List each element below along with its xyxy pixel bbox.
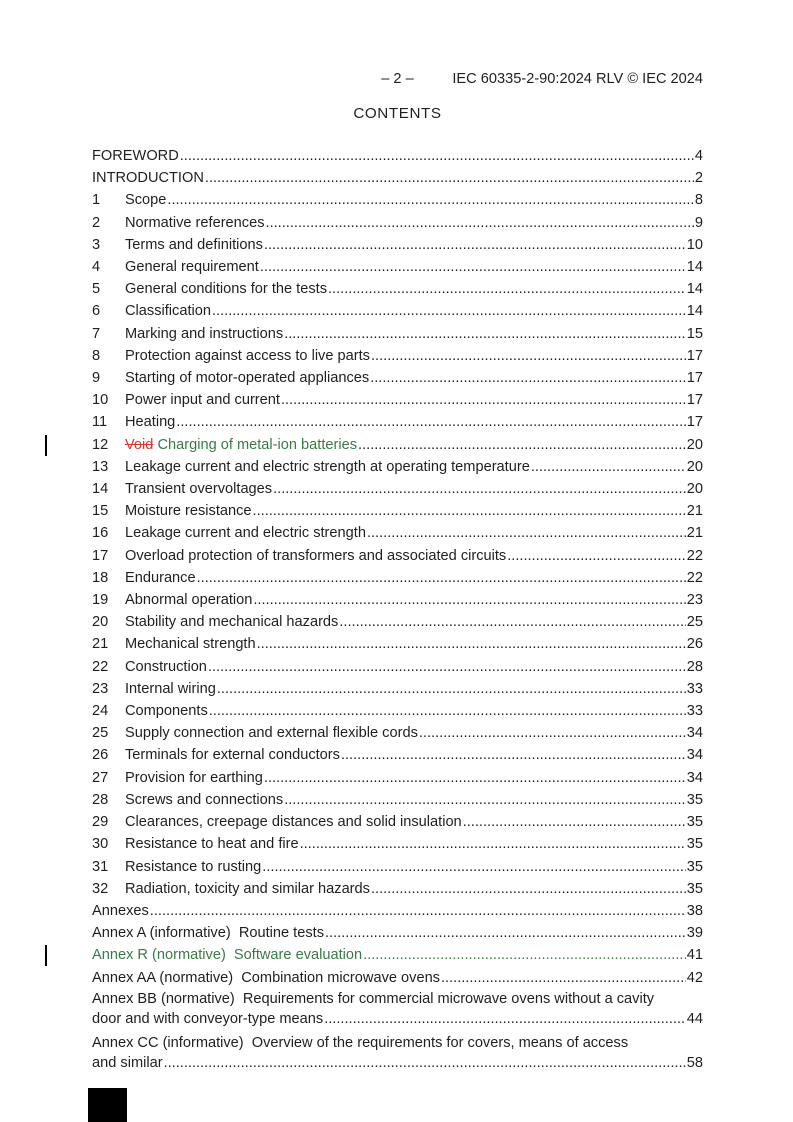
contents-title: CONTENTS (353, 105, 442, 122)
dot-leader (441, 967, 686, 989)
dot-leader (180, 145, 694, 167)
entry-page-number: 33 (686, 680, 703, 697)
dot-leader (370, 367, 686, 389)
entry-page-number: 34 (686, 769, 703, 786)
entry-page-number: 15 (686, 325, 703, 342)
dot-leader (212, 300, 686, 322)
toc-entry (92, 411, 703, 433)
toc-entry-line1: Annex BB (normative) Requirements for commercial microwave ovens without a cavity (92, 990, 655, 1007)
entry-label: Radiation, toxicity and similar hazards (125, 880, 370, 897)
entry-page-number: 42 (686, 969, 703, 986)
toc-entry (92, 789, 703, 811)
entry-label: Mechanical strength (125, 636, 256, 653)
entry-label: and similar (92, 1055, 163, 1072)
toc-entry (92, 456, 703, 478)
toc-entry (92, 589, 703, 611)
toc-entry (92, 212, 703, 234)
toc-entry (92, 323, 703, 345)
dot-leader (262, 856, 685, 878)
entry-number: 30 (92, 836, 109, 853)
dot-leader (363, 944, 686, 966)
page-header (92, 71, 703, 87)
entry-number: 26 (92, 747, 109, 764)
toc-entry (92, 656, 703, 678)
entry-number: 20 (92, 614, 109, 631)
entry-number: 31 (92, 858, 109, 875)
entry-number: 7 (92, 325, 101, 342)
entry-label: Terminals for external conductors (125, 747, 340, 764)
toc-entry-line2 (92, 1009, 703, 1030)
dot-leader (463, 811, 686, 833)
entry-page-number: 21 (686, 525, 703, 542)
entry-label: Supply connection and external flexible cords (125, 725, 418, 742)
dot-leader (260, 256, 686, 278)
entry-number: 28 (92, 791, 109, 808)
dot-leader (341, 744, 686, 766)
entry-label: Normative references (125, 214, 265, 231)
entry-page-number: 35 (686, 791, 703, 808)
entry-label: Screws and connections (125, 791, 284, 808)
toc-entry (92, 345, 703, 367)
entry-page-number: 4 (694, 148, 703, 164)
entry-page-number: 17 (686, 347, 703, 364)
entry-label: Internal wiring (125, 680, 216, 697)
dot-leader (358, 434, 686, 456)
dot-leader (273, 478, 686, 500)
dot-leader (325, 922, 686, 944)
toc-entry-line1: Annex CC (informative) Overview of the requirements for covers, means of access (92, 1034, 629, 1051)
toc-entry (92, 944, 703, 966)
toc-entry (92, 967, 703, 989)
entry-label: door and with conveyor-type means (92, 1011, 324, 1028)
dot-leader (167, 189, 693, 211)
entry-number: 4 (92, 259, 101, 276)
entry-label: Starting of motor-operated appliances (125, 370, 370, 387)
change-bar (45, 435, 47, 456)
toc-entry-line2 (92, 1053, 703, 1074)
entry-label: Annex R (normative) Software evaluation (92, 947, 363, 964)
entry-label: Components (125, 703, 208, 720)
entry-page-number: 35 (686, 814, 703, 831)
entry-label: Leakage current and electric strength (125, 525, 366, 542)
entry-number: 6 (92, 303, 101, 320)
toc-entry (92, 633, 703, 655)
deleted-text: Void (125, 436, 154, 453)
toc-entry (92, 189, 703, 211)
dot-leader (284, 323, 686, 345)
entry-page-number: 39 (686, 925, 703, 942)
entry-number: 12 (92, 436, 109, 453)
dot-leader (150, 900, 686, 922)
toc (92, 145, 703, 1077)
entry-label: Endurance (125, 569, 196, 586)
entry-label: Clearances, creepage distances and solid insulation (125, 814, 462, 831)
entry-number: 8 (92, 347, 101, 364)
dot-leader (257, 633, 686, 655)
dot-leader (339, 611, 685, 633)
entry-page-number: 28 (686, 658, 703, 675)
entry-number: 19 (92, 592, 109, 609)
toc-entry (92, 678, 703, 700)
entry-number: 3 (92, 236, 101, 253)
toc-entry (92, 278, 703, 300)
entry-label: Provision for earthing (125, 769, 263, 786)
entry-page-number: 22 (686, 547, 703, 564)
entry-page-number: 2 (694, 170, 703, 187)
entry-page-number: 9 (694, 214, 703, 231)
entry-label: Heating (125, 414, 176, 431)
toc-entry (92, 478, 703, 500)
entry-number: 24 (92, 703, 109, 720)
toc-entry (92, 545, 703, 567)
toc-entry (92, 300, 703, 322)
entry-page-number: 26 (686, 636, 703, 653)
entry-number: 16 (92, 525, 109, 542)
entry-label: Annexes (92, 902, 149, 919)
entry-number: 25 (92, 725, 109, 742)
entry-page-number: 20 (686, 436, 703, 453)
entry-number: 1 (92, 192, 101, 209)
entry-number: 13 (92, 458, 109, 475)
dot-leader (367, 522, 686, 544)
dot-leader (208, 656, 686, 678)
dot-leader (507, 545, 686, 567)
entry-page-number: 41 (686, 947, 703, 964)
toc-entry (92, 856, 703, 878)
dot-leader (197, 567, 686, 589)
toc-entry (92, 522, 703, 544)
dot-leader (264, 767, 686, 789)
toc-entry (92, 744, 703, 766)
toc-entry (92, 833, 703, 855)
entry-label: General conditions for the tests (125, 281, 327, 298)
toc-entry (92, 878, 703, 900)
entry-page-number: 20 (686, 481, 703, 498)
entry-page-number: 10 (686, 236, 703, 253)
entry-page-number: 14 (686, 303, 703, 320)
entry-number: 18 (92, 569, 109, 586)
dot-leader (328, 278, 686, 300)
entry-label: Moisture resistance (125, 503, 252, 520)
entry-page-number: 21 (686, 503, 703, 520)
scan-artifact-mark (88, 1088, 127, 1122)
dot-leader (209, 700, 686, 722)
entry-page-number: 35 (686, 836, 703, 853)
entry-page-number: 17 (686, 392, 703, 409)
toc-entry (92, 989, 703, 1033)
toc-entry (92, 767, 703, 789)
dot-leader (300, 833, 686, 855)
entry-number: 9 (92, 370, 101, 387)
toc-entry (92, 900, 703, 922)
toc-entry (92, 700, 703, 722)
entry-number: 21 (92, 636, 109, 653)
entry-label: Terms and definitions (125, 236, 263, 253)
entry-label (125, 434, 357, 456)
dot-leader (164, 1053, 686, 1074)
toc-entry (92, 145, 703, 167)
dot-leader (531, 456, 686, 478)
toc-entry (92, 722, 703, 744)
entry-label: Power input and current (125, 392, 280, 409)
entry-label: General requirement (125, 259, 259, 276)
dot-leader (371, 345, 686, 367)
document-reference: IEC 60335-2-90:2024 RLV © IEC 2024 (452, 71, 703, 87)
toc-entry (92, 367, 703, 389)
dot-leader (205, 167, 694, 189)
entry-label: INTRODUCTION (92, 170, 204, 187)
toc-entry (92, 1033, 703, 1077)
entry-number: 22 (92, 658, 109, 675)
inserted-text: Charging of metal-ion batteries (157, 436, 358, 453)
page-number-marker: – 2 – (381, 71, 414, 87)
entry-page-number: 38 (686, 902, 703, 919)
entry-page-number: 25 (686, 614, 703, 631)
entry-page-number: 14 (686, 259, 703, 276)
entry-number: 32 (92, 880, 109, 897)
entry-number: 2 (92, 214, 101, 231)
entry-page-number: 23 (686, 592, 703, 609)
entry-page-number: 44 (686, 1011, 703, 1028)
entry-label: Protection against access to live parts (125, 347, 370, 364)
entry-label: Abnormal operation (125, 592, 253, 609)
entry-number: 17 (92, 547, 109, 564)
toc-entry (92, 500, 703, 522)
toc-entry (92, 611, 703, 633)
entry-page-number: 17 (686, 370, 703, 387)
dot-leader (253, 589, 685, 611)
entry-page-number: 34 (686, 747, 703, 764)
entry-label: Resistance to heat and fire (125, 836, 299, 853)
dot-leader (253, 500, 686, 522)
entry-number: 23 (92, 680, 109, 697)
entry-number: 15 (92, 503, 109, 520)
change-bar (45, 945, 47, 966)
entry-page-number: 14 (686, 281, 703, 298)
entry-label: Construction (125, 658, 207, 675)
dot-leader (266, 212, 694, 234)
entry-number: 5 (92, 281, 101, 298)
toc-entry (92, 389, 703, 411)
toc-entry (92, 922, 703, 944)
entry-number: 27 (92, 769, 109, 786)
entry-number: 14 (92, 481, 109, 498)
entry-page-number: 35 (686, 858, 703, 875)
entry-label: Resistance to rusting (125, 858, 262, 875)
entry-page-number: 17 (686, 414, 703, 431)
entry-number: 11 (92, 414, 108, 431)
entry-label: Annex AA (normative) Combination microwave ovens (92, 969, 440, 986)
entry-page-number: 35 (686, 880, 703, 897)
toc-entry (92, 811, 703, 833)
entry-label: Scope (125, 192, 167, 209)
toc-entry (92, 567, 703, 589)
entry-page-number: 34 (686, 725, 703, 742)
dot-leader (419, 722, 686, 744)
dot-leader (281, 389, 686, 411)
entry-label: Leakage current and electric strength at operating temperature (125, 458, 530, 475)
dot-leader (371, 878, 686, 900)
entry-label: Marking and instructions (125, 325, 284, 342)
entry-number: 29 (92, 814, 109, 831)
dot-leader (176, 411, 685, 433)
toc-entry (92, 167, 703, 189)
entry-page-number: 58 (686, 1055, 703, 1072)
entry-label: FOREWORD (92, 148, 179, 164)
entry-page-number: 20 (686, 458, 703, 475)
entry-number: 10 (92, 392, 109, 409)
dot-leader (217, 678, 686, 700)
dot-leader (284, 789, 686, 811)
entry-label: Classification (125, 303, 211, 320)
entry-label: Stability and mechanical hazards (125, 614, 339, 631)
entry-page-number: 33 (686, 703, 703, 720)
toc-entry (92, 434, 703, 456)
dot-leader (264, 234, 686, 256)
entry-page-number: 22 (686, 569, 703, 586)
dot-leader (324, 1009, 686, 1030)
entry-page-number: 8 (694, 192, 703, 209)
toc-entry (92, 256, 703, 278)
toc-entry (92, 234, 703, 256)
entry-label: Annex A (informative) Routine tests (92, 925, 324, 942)
entry-label: Overload protection of transformers and associated circuits (125, 547, 507, 564)
entry-label: Transient overvoltages (125, 481, 273, 498)
